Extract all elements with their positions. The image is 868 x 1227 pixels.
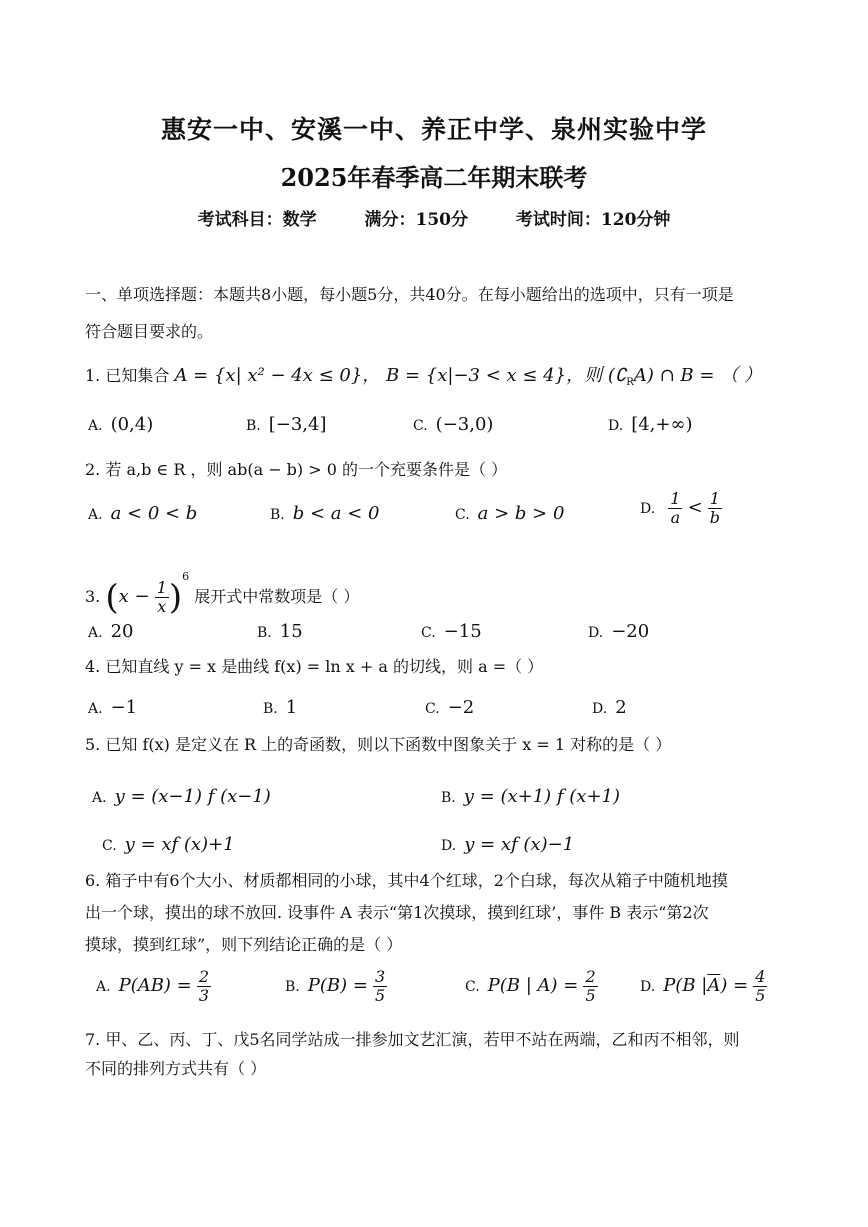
q1-option-d[interactable]: D. [4,+∞) (608, 414, 693, 435)
schools-title: 惠安一中、安溪一中、养正中学、泉州实验中学 (160, 115, 707, 144)
q1-option-b[interactable]: B. [−3,4] (246, 414, 327, 435)
q3-option-a[interactable]: A. 20 (88, 621, 134, 642)
q6-option-d[interactable]: D. P(B $|\overline{A}$) = $\frac{4}{5}$ (640, 967, 766, 1005)
q7-stem-line1: 7. 甲、乙、丙、丁、戊5名同学站成一排参加文艺汇演，若甲不站在两端，乙和丙不相邻，则 (85, 1030, 740, 1049)
q5-option-b[interactable]: B. y = (x+1) f (x+1) (441, 786, 621, 807)
q2-option-c[interactable]: C. a > b > 0 (455, 503, 565, 524)
q5-stem: 5. 已知 f(x) 是定义在 R 上的奇函数，则以下函数中图象关于 x = 1 对称的是（ ） (85, 735, 672, 754)
exam-full-score: 满分：150分 (364, 210, 468, 230)
q1-option-a[interactable]: A. (0,4) (88, 414, 154, 435)
q6-option-b[interactable]: B. P(B) = $\frac{3}{5}$ (285, 967, 386, 1005)
exam-info (0, 205, 868, 230)
q1-stem: 1. 已知集合 A = {x| x² − 4x ≤ 0}， B = {x|−3 < x ≤ 4}，则 $(∁_RA)$ ∩ B = （ ） (85, 365, 762, 389)
q3-stem: 3. (x − $\frac{1}{x}$ )$^6$ 展开式中常数项是（ ） (85, 570, 360, 618)
q3-option-b[interactable]: B. 15 (257, 621, 303, 642)
q6-option-a[interactable]: A. P(AB) = $\frac{2}{3}$ (96, 967, 210, 1005)
section-intro-line2: 符合题目要求的。 (85, 322, 214, 341)
q4-option-d[interactable]: D. 2 (592, 697, 627, 718)
q3-option-c[interactable]: C. −15 (421, 621, 482, 642)
q5-option-d[interactable]: D. y = xf (x)−1 (441, 834, 575, 855)
exam-subject: 考试科目：数学 (197, 210, 317, 230)
q5-option-c[interactable]: C. y = xf (x)+1 (102, 834, 235, 855)
section-intro-line1: 一、单项选择题：本题共8小题，每小题5分，共40分。在每小题给出的选项中，只有一项是 (85, 285, 734, 304)
q1-option-c[interactable]: C. (−3,0) (413, 414, 494, 435)
q4-stem: 4. 已知直线 y = x 是曲线 f(x) = ln x + a 的切线，则 a =（ ） (85, 657, 544, 676)
q3-option-d[interactable]: D. −20 (588, 621, 650, 642)
q7-stem-line2: 不同的排列方式共有（ ） (85, 1059, 267, 1078)
q6-option-c[interactable]: C. P(B | A) = $\frac{2}{5}$ (465, 967, 596, 1005)
q2-stem: 2. 若 a,b ∈ R ，则 ab(a − b) > 0 的一个充要条件是（ ） (85, 460, 508, 479)
q5-option-a[interactable]: A. y = (x−1) f (x−1) (92, 786, 271, 807)
q6-stem-line3: 摸球，摸到红球”，则下列结论正确的是（ ） (85, 935, 403, 954)
q4-option-c[interactable]: C. −2 (425, 697, 475, 718)
q2-option-a[interactable]: A. a < 0 < b (88, 503, 198, 524)
exam-title: 2025年春季高二年期末联考 (280, 163, 588, 192)
exam-duration: 考试时间：120分钟 (515, 210, 671, 230)
q2-option-d[interactable]: D. $\frac{1}{a}$ < $\frac{1}{b}$ (640, 489, 720, 527)
q2-option-b[interactable]: B. b < a < 0 (270, 503, 380, 524)
q4-option-b[interactable]: B. 1 (263, 697, 298, 718)
q6-stem-line2: 出一个球，摸出的球不放回. 设事件 A 表示“第1次摸球，摸到红球’，事件 B 表示“第2次 (85, 903, 709, 922)
q4-option-a[interactable]: A. −1 (88, 697, 138, 718)
q6-stem-line1: 6. 箱子中有6个大小、材质都相同的小球，其中4个红球，2个白球，每次从箱子中随机地摸 (85, 871, 728, 890)
